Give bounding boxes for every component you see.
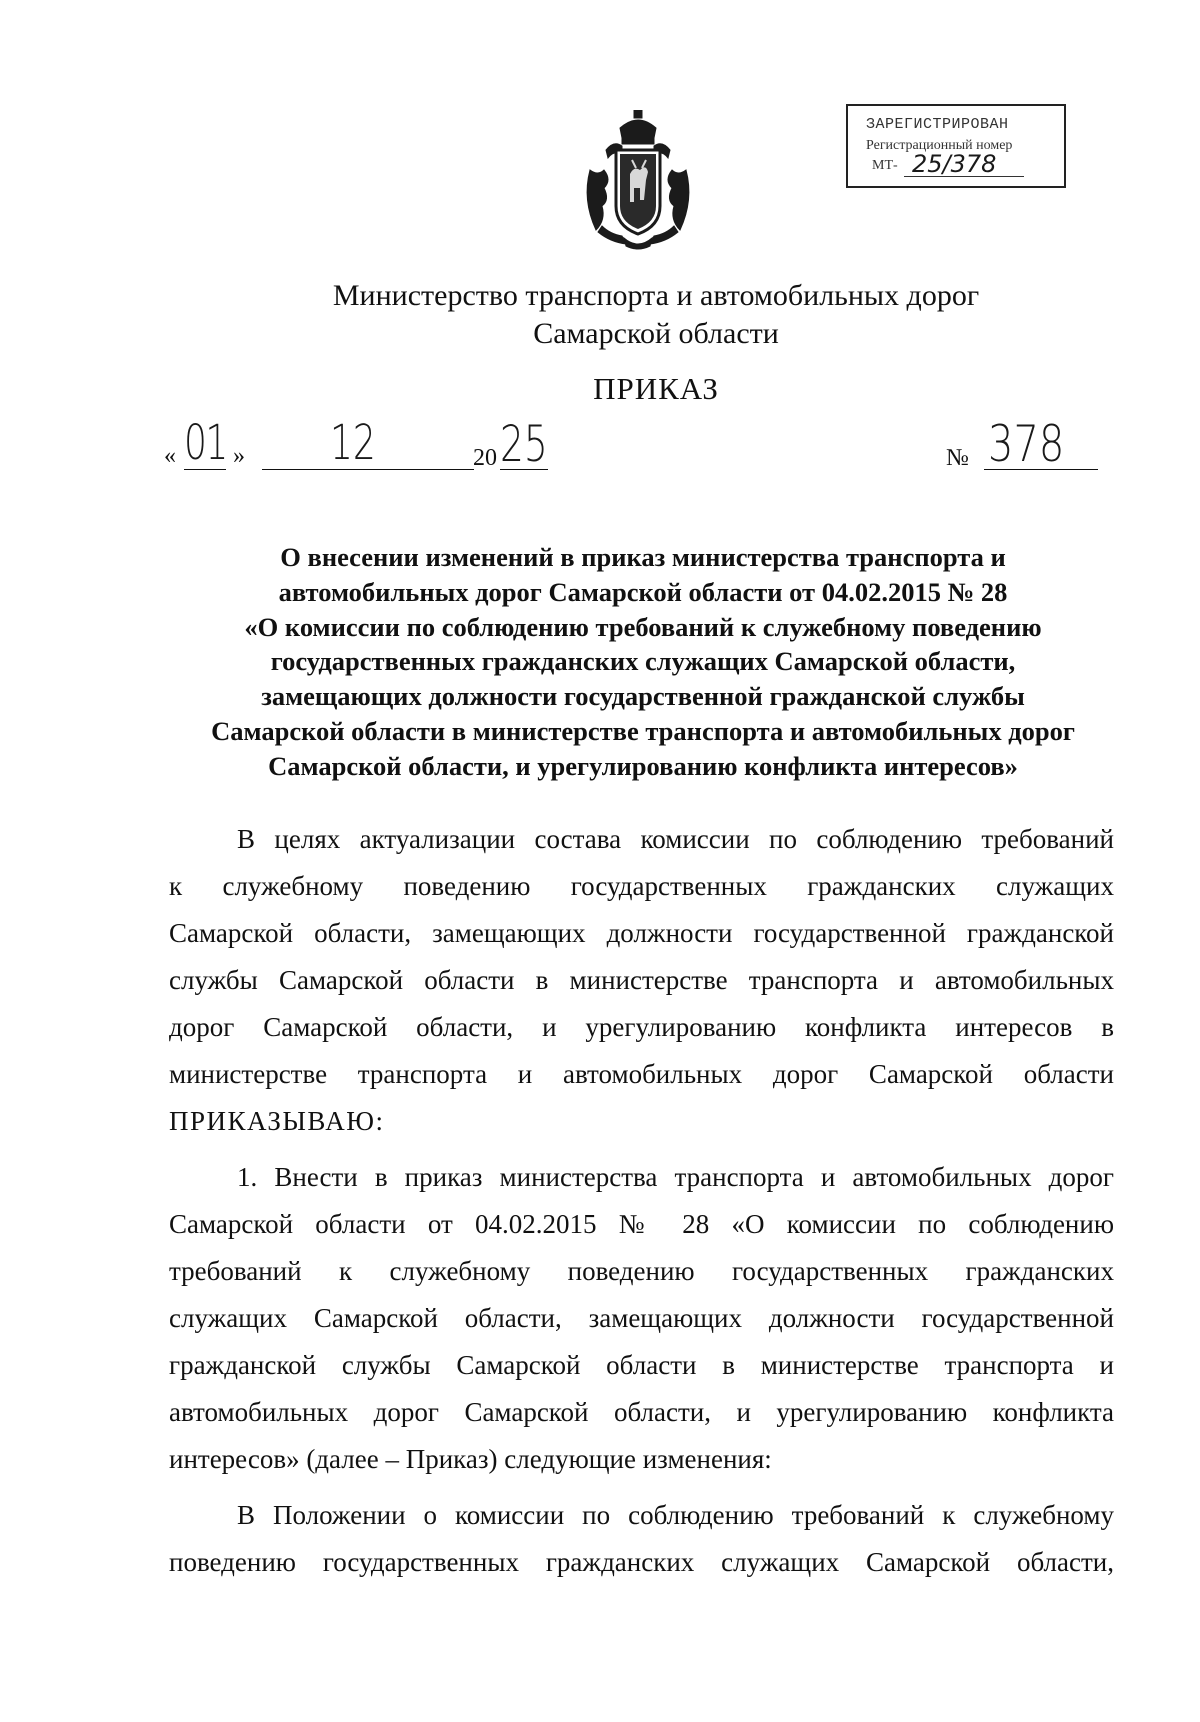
body-line: В целях актуализации состава комиссии по соблюдению требований (237, 824, 1114, 854)
title-line: государственных гражданских служащих Самарской области, (270, 646, 1016, 677)
body-line: Самарской области от 04.02.2015 № 28 «О комиссии по соблюдению (169, 1209, 1114, 1239)
date-year-suffix: 25 (500, 415, 548, 473)
date-month-underline (262, 469, 474, 470)
stamp-number-underline (904, 176, 1024, 177)
title-line: О внесении изменений в приказ министерства транспорта и (280, 542, 1006, 572)
body-line: В Положении о комиссии по соблюдению требований к служебному (237, 1500, 1114, 1530)
order-number-label: № (946, 445, 969, 471)
stamp-registered-label: ЗАРЕГИСТРИРОВАН (866, 116, 1009, 133)
coat-of-arms-emblem (576, 110, 700, 250)
body-line: к служебному поведению государственных гражданских служащих (169, 871, 1114, 901)
ministry-name-line1: Министерство транспорта и автомобильных дорог (332, 279, 980, 312)
body-line: министерстве транспорта и автомобильных дорог Самарской области (169, 1059, 1114, 1089)
date-year-prefix: 20 (473, 445, 497, 471)
stamp-handwritten-number: 25/378 (912, 150, 997, 178)
title-line: замещающих должности государственной гражданской службы (261, 681, 1025, 712)
date-day: 01 (184, 415, 227, 471)
ministry-name-line2: Самарской области (533, 317, 779, 350)
title-line: «О комиссии по соблюдению требований к служебному поведению (244, 611, 1042, 642)
document-type-heading: ПРИКАЗ (593, 371, 719, 406)
order-number: 378 (988, 415, 1065, 473)
title-line: Самарской области в министерстве транспорта и автомобильных дорог (211, 715, 1075, 746)
date-day-underline (184, 469, 226, 470)
date-quote-close: » (233, 443, 245, 469)
order-title (150, 540, 1136, 784)
date-month: 12 (330, 415, 376, 471)
body-line-prikazyvayu: ПРИКАЗЫВАЮ: (169, 1106, 385, 1136)
body-line: автомобильных дорог Самарской области, и урегулированию конфликта (169, 1397, 1114, 1427)
date-number-row (0, 415, 1200, 485)
order-number-underline (984, 469, 1098, 470)
registration-stamp (846, 104, 1066, 188)
title-line: Самарской области, и урегулированию конфликта интересов» (268, 750, 1018, 781)
body-line: интересов» (далее – Приказ) следующие изменения: (169, 1444, 772, 1474)
title-line: автомобильных дорог Самарской области от 04.02.2015 № 28 (278, 576, 1008, 607)
body-line: требований к служебному поведению государственных гражданских (169, 1256, 1114, 1286)
date-quote-open: « (164, 443, 176, 469)
stamp-prefix: МТ- (872, 158, 898, 173)
body-line: дорог Самарской области, и урегулированию конфликта интересов в (169, 1012, 1114, 1042)
body-line: Самарской области, замещающих должности государственной гражданской (169, 918, 1114, 948)
date-year-underline (500, 469, 548, 470)
body-line: службы Самарской области в министерстве транспорта и автомобильных (169, 965, 1114, 995)
stamp-registration-number-label: Регистрационный номер (866, 138, 1013, 153)
body-line: гражданской службы Самарской области в министерстве транспорта и (169, 1350, 1114, 1380)
body-line: 1. Внести в приказ министерства транспорта и автомобильных дорог (237, 1162, 1114, 1192)
body-line: служащих Самарской области, замещающих должности государственной (169, 1303, 1114, 1333)
body-line: поведению государственных гражданских служащих Самарской области, (169, 1547, 1114, 1577)
